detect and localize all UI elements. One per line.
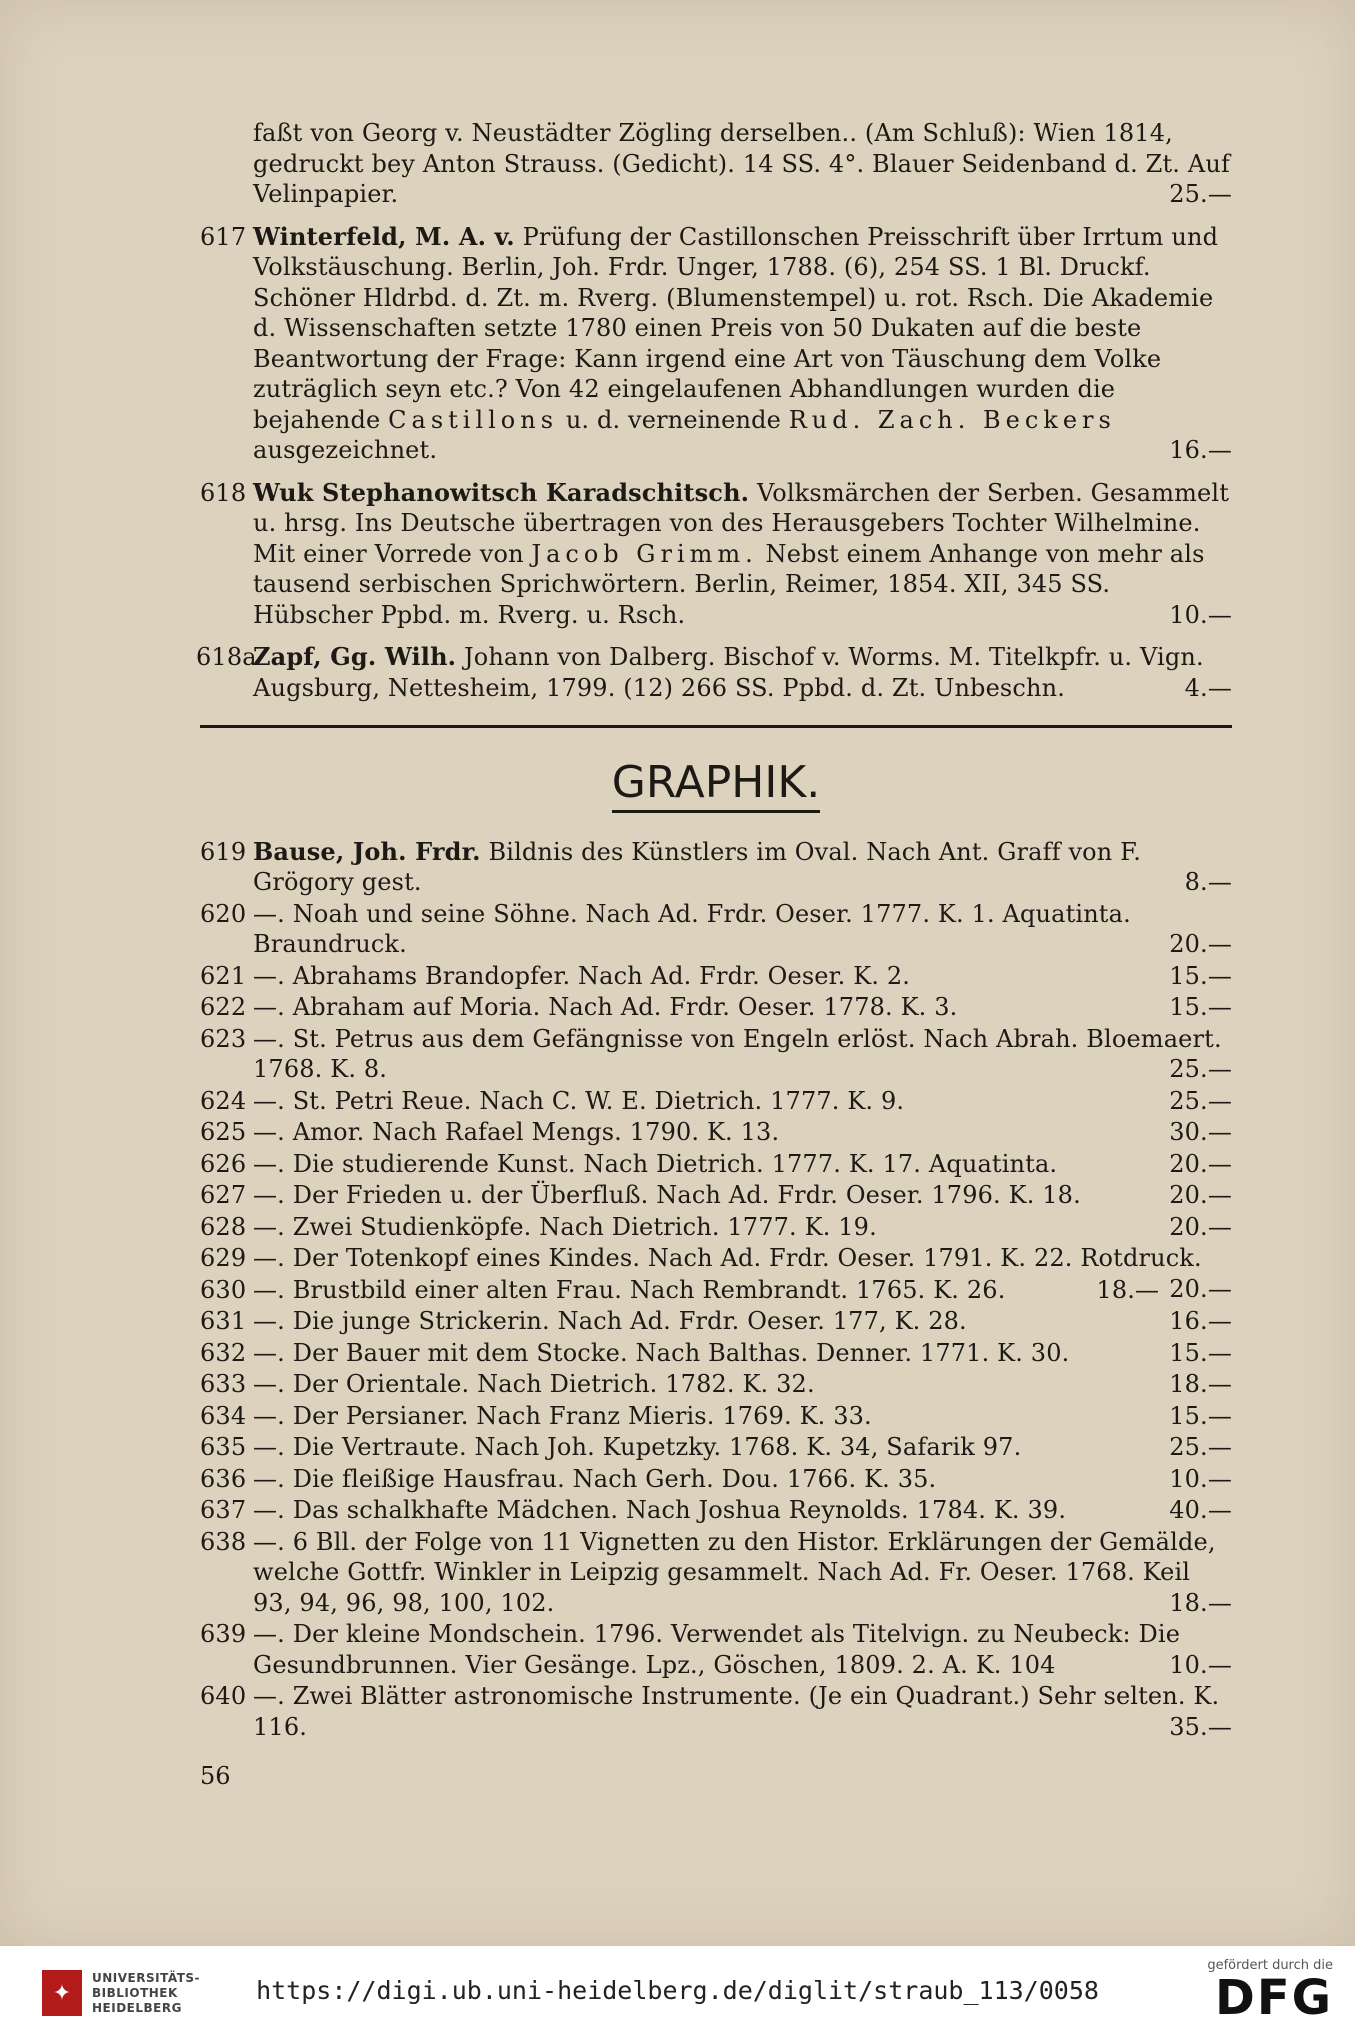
entry-price: 15.— (1169, 1338, 1232, 1367)
entry-text: —. Der Totenkopf eines Kindes. Nach Ad. Frdr. Oeser. 1791. K. 22. Rotdruck. (253, 1244, 1202, 1272)
dfg-logo[interactable] (1207, 1958, 1333, 2026)
entry-price: 30.— (1169, 1118, 1232, 1146)
entry-spaced-name: Castillons (388, 405, 559, 434)
entry-number: 619 (200, 837, 247, 866)
entry-price: 20.— (1169, 1212, 1232, 1241)
entry-text: Bildnis des Künstlers im Oval. Nach Ant. Graff von F. Grögory gest. (253, 837, 1142, 896)
entry-price: 35.— (1169, 1712, 1232, 1741)
entry-continuation (200, 118, 1232, 210)
entry-price: 10.— (1169, 1464, 1232, 1493)
entry-number: 623 (200, 1024, 247, 1053)
entry-628 (200, 1212, 1232, 1243)
entry-637 (200, 1495, 1232, 1526)
entry-640 (200, 1681, 1232, 1742)
entry-text: faßt von Georg v. Neustädter Zögling derselben.. (Am Schluß): Wien 1814, gedruckt bey Anton Strauss. (Gedicht). 14 SS. 4°. Blauer Seidenband d. Zt. Auf Velinpapier. (253, 119, 1230, 208)
entry-text: Johann von Dalberg. Bischof v. Worms. M. Titelkpfr. u. Vign. Augsburg, Nettesheim, 1799. (12) 266 SS. Ppbd. d. Zt. Unbeschn. (253, 643, 1204, 702)
entry-author: Wuk Stephanowitsch Karadschitsch. (253, 477, 750, 507)
entry-price: 20.— (1169, 1149, 1232, 1178)
permalink-url[interactable]: https://digi.ub.uni-heidelberg.de/diglit/straub_113/0058 (256, 1976, 1099, 2005)
entry-627 (200, 1180, 1232, 1211)
entry-text: —. Der Persianer. Nach Franz Mieris. 1769. K. 33. (253, 1401, 872, 1430)
entry-623 (200, 1024, 1232, 1085)
entry-620 (200, 899, 1232, 960)
entry-number: 635 (200, 1433, 247, 1461)
entry-text: —. Abraham auf Moria. Nach Ad. Frdr. Oeser. 1778. K. 3. (253, 993, 958, 1021)
entry-number: 639 (200, 1620, 247, 1648)
entry-text-3: ausgezeichnet. (253, 436, 438, 464)
viewer-footer (0, 1946, 1355, 2044)
entry-spaced-name: Jacob Grimm. (531, 539, 758, 568)
entry-price: 18.— (1096, 1275, 1160, 1304)
entry-price: 20.— (1169, 1181, 1232, 1209)
entry-625 (200, 1117, 1232, 1148)
page-number: 56 (200, 1762, 231, 1790)
entry-636 (200, 1464, 1232, 1495)
graphik-list (200, 899, 1232, 1743)
entry-633 (200, 1369, 1232, 1400)
entry-text: —. Zwei Blätter astronomische Instrumente. (Je ein Quadrant.) Sehr selten. K. 116. (253, 1682, 1220, 1741)
entry-618a (196, 642, 1232, 703)
entry-text: —. Die fleißige Hausfrau. Nach Gerh. Dou. 1766. K. 35. (253, 1464, 937, 1493)
entry-text: —. Amor. Nach Rafael Mengs. 1790. K. 13. (253, 1118, 780, 1146)
entry-price: 16.— (1169, 1307, 1232, 1335)
entry-text: —. Der Orientale. Nach Dietrich. 1782. K. 32. (253, 1370, 815, 1398)
entry-price: 10.— (1169, 1650, 1232, 1679)
entry-617 (200, 222, 1232, 466)
entry-text: —. Das schalkhafte Mädchen. Nach Joshua Reynolds. 1784. K. 39. (253, 1496, 1067, 1524)
entry-text-2: u. d. verneinende (565, 405, 781, 434)
entry-text: —. St. Petri Reue. Nach C. W. E. Dietrich. 1777. K. 9. (253, 1086, 905, 1115)
section-divider (200, 725, 1232, 728)
entry-number: 620 (200, 899, 247, 928)
section-heading (200, 757, 1232, 808)
entry-price: 18.— (1169, 1370, 1232, 1398)
funded-by-text: gefördert durch die (1207, 1958, 1333, 1973)
entry-number: 630 (200, 1275, 247, 1304)
entry-number: 633 (200, 1370, 247, 1398)
entry-text: Prüfung der Castillonschen Preisschrift über Irrtum und Volkstäuschung. Berlin, Joh. Frdr. Unger, 1788. (6), 254 SS. 1 Bl. Druckf. Schöner Hldrbd. d. Zt. m. Rverg. (Blumenstempel) u. rot. Rsch. Die Akademie d. Wissenschaften setzte 1780 einen Preis von 50 Dukaten auf die beste Beantwortung der Frage: Kann irgend eine Art von Täuschung dem Volke zuträglich seyn etc.? Von 42 eingelaufenen Abhandlungen wurden die bejahende (253, 222, 1219, 434)
entry-number: 621 (200, 961, 247, 990)
entry-text: —. Der Bauer mit dem Stocke. Nach Balthas. Denner. 1771. K. 30. (253, 1338, 1070, 1367)
entry-text: —. St. Petrus aus dem Gefängnisse von Engeln erlöst. Nach Abrah. Bloemaert. 1768. K. 8. (253, 1024, 1222, 1083)
library-name-line1: UNIVERSITÄTS- (92, 1970, 201, 1985)
entry-text: —. Noah und seine Söhne. Nach Ad. Frdr. Oeser. 1777. K. 1. Aquatinta. Braundruck. (253, 899, 1131, 958)
entry-631 (200, 1306, 1232, 1337)
entry-624 (200, 1086, 1232, 1117)
section-title: GRAPHIK. (612, 757, 820, 813)
entry-spaced-name-2: Rud. Zach. Beckers (788, 405, 1116, 434)
entry-price: 10.— (1169, 600, 1232, 629)
entry-number: 629 (200, 1244, 247, 1272)
entry-number: 627 (200, 1181, 247, 1209)
entry-number: 617 (200, 222, 247, 251)
entry-price: 20.— (1169, 930, 1232, 958)
entry-number: 626 (200, 1149, 247, 1178)
entry-text: —. Die junge Strickerin. Nach Ad. Frdr. Oeser. 177, K. 28. (253, 1307, 967, 1335)
entry-price: 18.— (1169, 1588, 1232, 1617)
entry-number: 618 (200, 478, 247, 507)
library-name-line2: BIBLIOTHEK (92, 1985, 178, 2000)
entry-622 (200, 992, 1232, 1023)
entry-price: 25.— (1169, 1055, 1232, 1083)
entry-number: 638 (200, 1527, 247, 1556)
entry-number: 624 (200, 1086, 247, 1115)
entry-price: 15.— (1169, 993, 1232, 1021)
entry-632 (200, 1338, 1232, 1369)
entry-619 (200, 837, 1232, 898)
entry-author: Bause, Joh. Frdr. (253, 836, 481, 866)
entry-text-2: Nebst einem Anhange von mehr als tausend serbischen Sprichwörtern. Berlin, Reimer, 1854. XII, 345 SS. Hübscher Ppbd. m. Rverg. u. Rsch. (253, 539, 1205, 629)
entry-author: Zapf, Gg. Wilh. (253, 642, 457, 671)
seal-icon: ✦ (42, 1970, 82, 2016)
entry-price: 25.— (1169, 1086, 1232, 1115)
entry-number: 625 (200, 1118, 247, 1146)
entry-text: —. Die studierende Kunst. Nach Dietrich. 1777. K. 17. Aquatinta. (253, 1149, 1058, 1178)
entry-price: 15.— (1169, 961, 1232, 990)
entry-text: —. Abrahams Brandopfer. Nach Ad. Frdr. Oeser. K. 2. (253, 961, 911, 990)
entry-number: 618a (196, 643, 257, 671)
entry-text: Volksmärchen der Serben. Gesammelt u. hrsg. Ins Deutsche übertragen von des Herausgebers Tochter Wilhelmine. Mit einer Vorrede von (253, 478, 1230, 568)
entry-text: —. Brustbild einer alten Frau. Nach Rembrandt. 1765. K. 26. (253, 1275, 1006, 1304)
entry-text: —. Der Frieden u. der Überfluß. Nach Ad. Frdr. Oeser. 1796. K. 18. (253, 1181, 1081, 1209)
entry-price: 25.— (1169, 1433, 1232, 1461)
entry-author: Winterfeld, M. A. v. (253, 221, 515, 251)
entry-price: 8.— (1184, 868, 1232, 896)
entry-price: 16.— (1169, 436, 1232, 464)
entry-number: 628 (200, 1212, 247, 1241)
entry-text: —. 6 Bll. der Folge von 11 Vignetten zu den Histor. Erklärungen der Gemälde, welche Gottfr. Winkler in Leipzig gesammelt. Nach Ad. Fr. Oeser. 1768. Keil 93, 94, 96, 98, 100, 102. (253, 1527, 1216, 1617)
entry-number: 634 (200, 1401, 247, 1430)
entry-number: 636 (200, 1464, 247, 1493)
entry-634 (200, 1401, 1232, 1432)
entry-635 (200, 1432, 1232, 1463)
entry-text: —. Die Vertraute. Nach Joh. Kupetzky. 1768. K. 34, Safarik 97. (253, 1433, 1022, 1461)
entry-price: 4.— (1184, 673, 1232, 702)
dfg-wordmark: DFG (1214, 1970, 1333, 2026)
entry-639 (200, 1619, 1232, 1680)
entry-text: —. Der kleine Mondschein. 1796. Verwendet als Titelvign. zu Neubeck: Die Gesundbrunnen. Vier Gesänge. Lpz., Göschen, 1809. 2. A. K. 104 (253, 1620, 1181, 1679)
entry-price: 25.— (1169, 180, 1232, 208)
entry-number: 622 (200, 993, 247, 1021)
entry-630 (200, 1275, 1232, 1306)
entry-number: 640 (200, 1682, 247, 1710)
entry-price: 40.— (1169, 1496, 1232, 1524)
entry-number: 637 (200, 1496, 247, 1524)
entry-626 (200, 1149, 1232, 1180)
page-text (196, 118, 1232, 1743)
entry-text: —. Zwei Studienköpfe. Nach Dietrich. 1777. K. 19. (253, 1212, 877, 1241)
entry-price: 20.— (1169, 1274, 1232, 1303)
entry-621 (200, 961, 1232, 992)
entry-number: 632 (200, 1338, 247, 1367)
entry-618 (200, 478, 1232, 631)
library-name-line3: HEIDELBERG (92, 2000, 182, 2015)
entry-638 (200, 1527, 1232, 1619)
entry-price: 15.— (1169, 1401, 1232, 1430)
entry-number: 631 (200, 1307, 247, 1335)
